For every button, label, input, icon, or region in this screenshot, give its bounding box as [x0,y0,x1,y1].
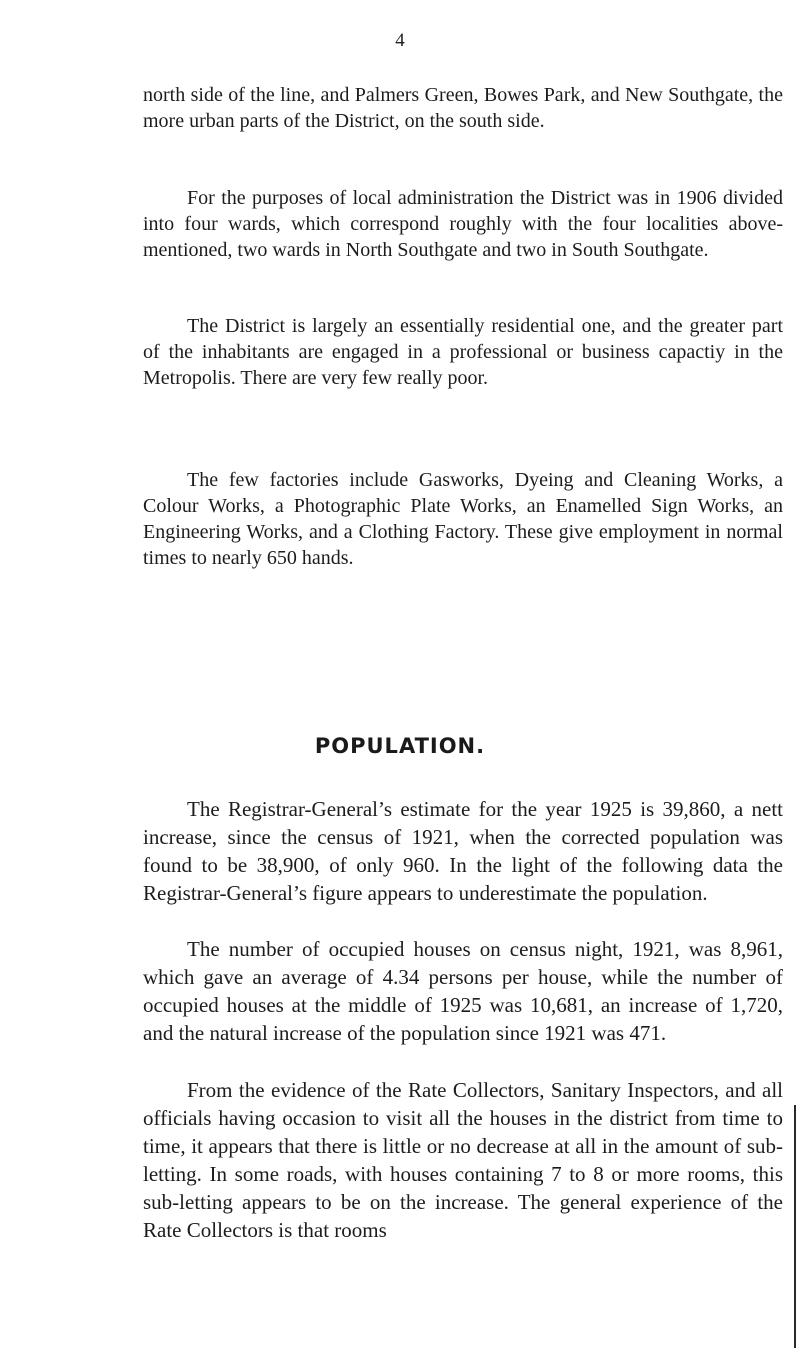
paragraph-registrar-estimate: The Registrar-General’s estimate for the year 1925 is 39,860, a nett increase, since the census of 1921, when the corrected population was found to be 38,900, of only 960. In the light of the following data the Registrar-General’s figure appears to underestimate the population. [143,797,783,905]
page-number: 4 [395,30,405,51]
paragraph-sub-letting: From the evidence of the Rate Collectors, Sanitary Inspectors, and all officials having occasion to visit all the houses in the district from time to time, it appears that there is little or no decrease at all in the amount of sub-letting. In some roads, with houses containing 7 to 8 or more rooms, this sub-letting appears to be on the increase. The general experience of the Rate Collectors is that rooms [143,1078,783,1242]
paragraph-factories: The few factories include Gasworks, Dyeing and Cleaning Works, a Colour Works, a Photographic Plate Works, an Enamelled Sign Works, an Engineering Works, and a Clothing Factory. These give employment in normal times to nearly 650 hands. [143,469,783,569]
section-heading-population: POPULATION. [314,734,486,758]
paragraph-residential: The District is largely an essentially residential one, and the greater part of the inhabitants are engaged in a professional or business capactiy in the Metropolis. There are very few really poor. [143,315,783,389]
page-edge-shadow [794,1105,796,1348]
paragraph-occupied-houses: The number of occupied houses on census night, 1921, was 8,961, which gave an average of 4.34 persons per house, while the number of occupied houses at the middle of 1925 was 10,681, an increase of 1,720, and the natural increase of the population since 1921 was 471. [143,937,783,1045]
paragraph-continuation: north side of the line, and Palmers Green, Bowes Park, and New Southgate, the more urban parts of the District, on the south side. [143,84,783,132]
paragraph-administration: For the purposes of local administration the District was in 1906 divided into four wards, which correspond roughly with the four localities above-mentioned, two wards in North Southgate and two in South Southgate. [143,187,783,261]
